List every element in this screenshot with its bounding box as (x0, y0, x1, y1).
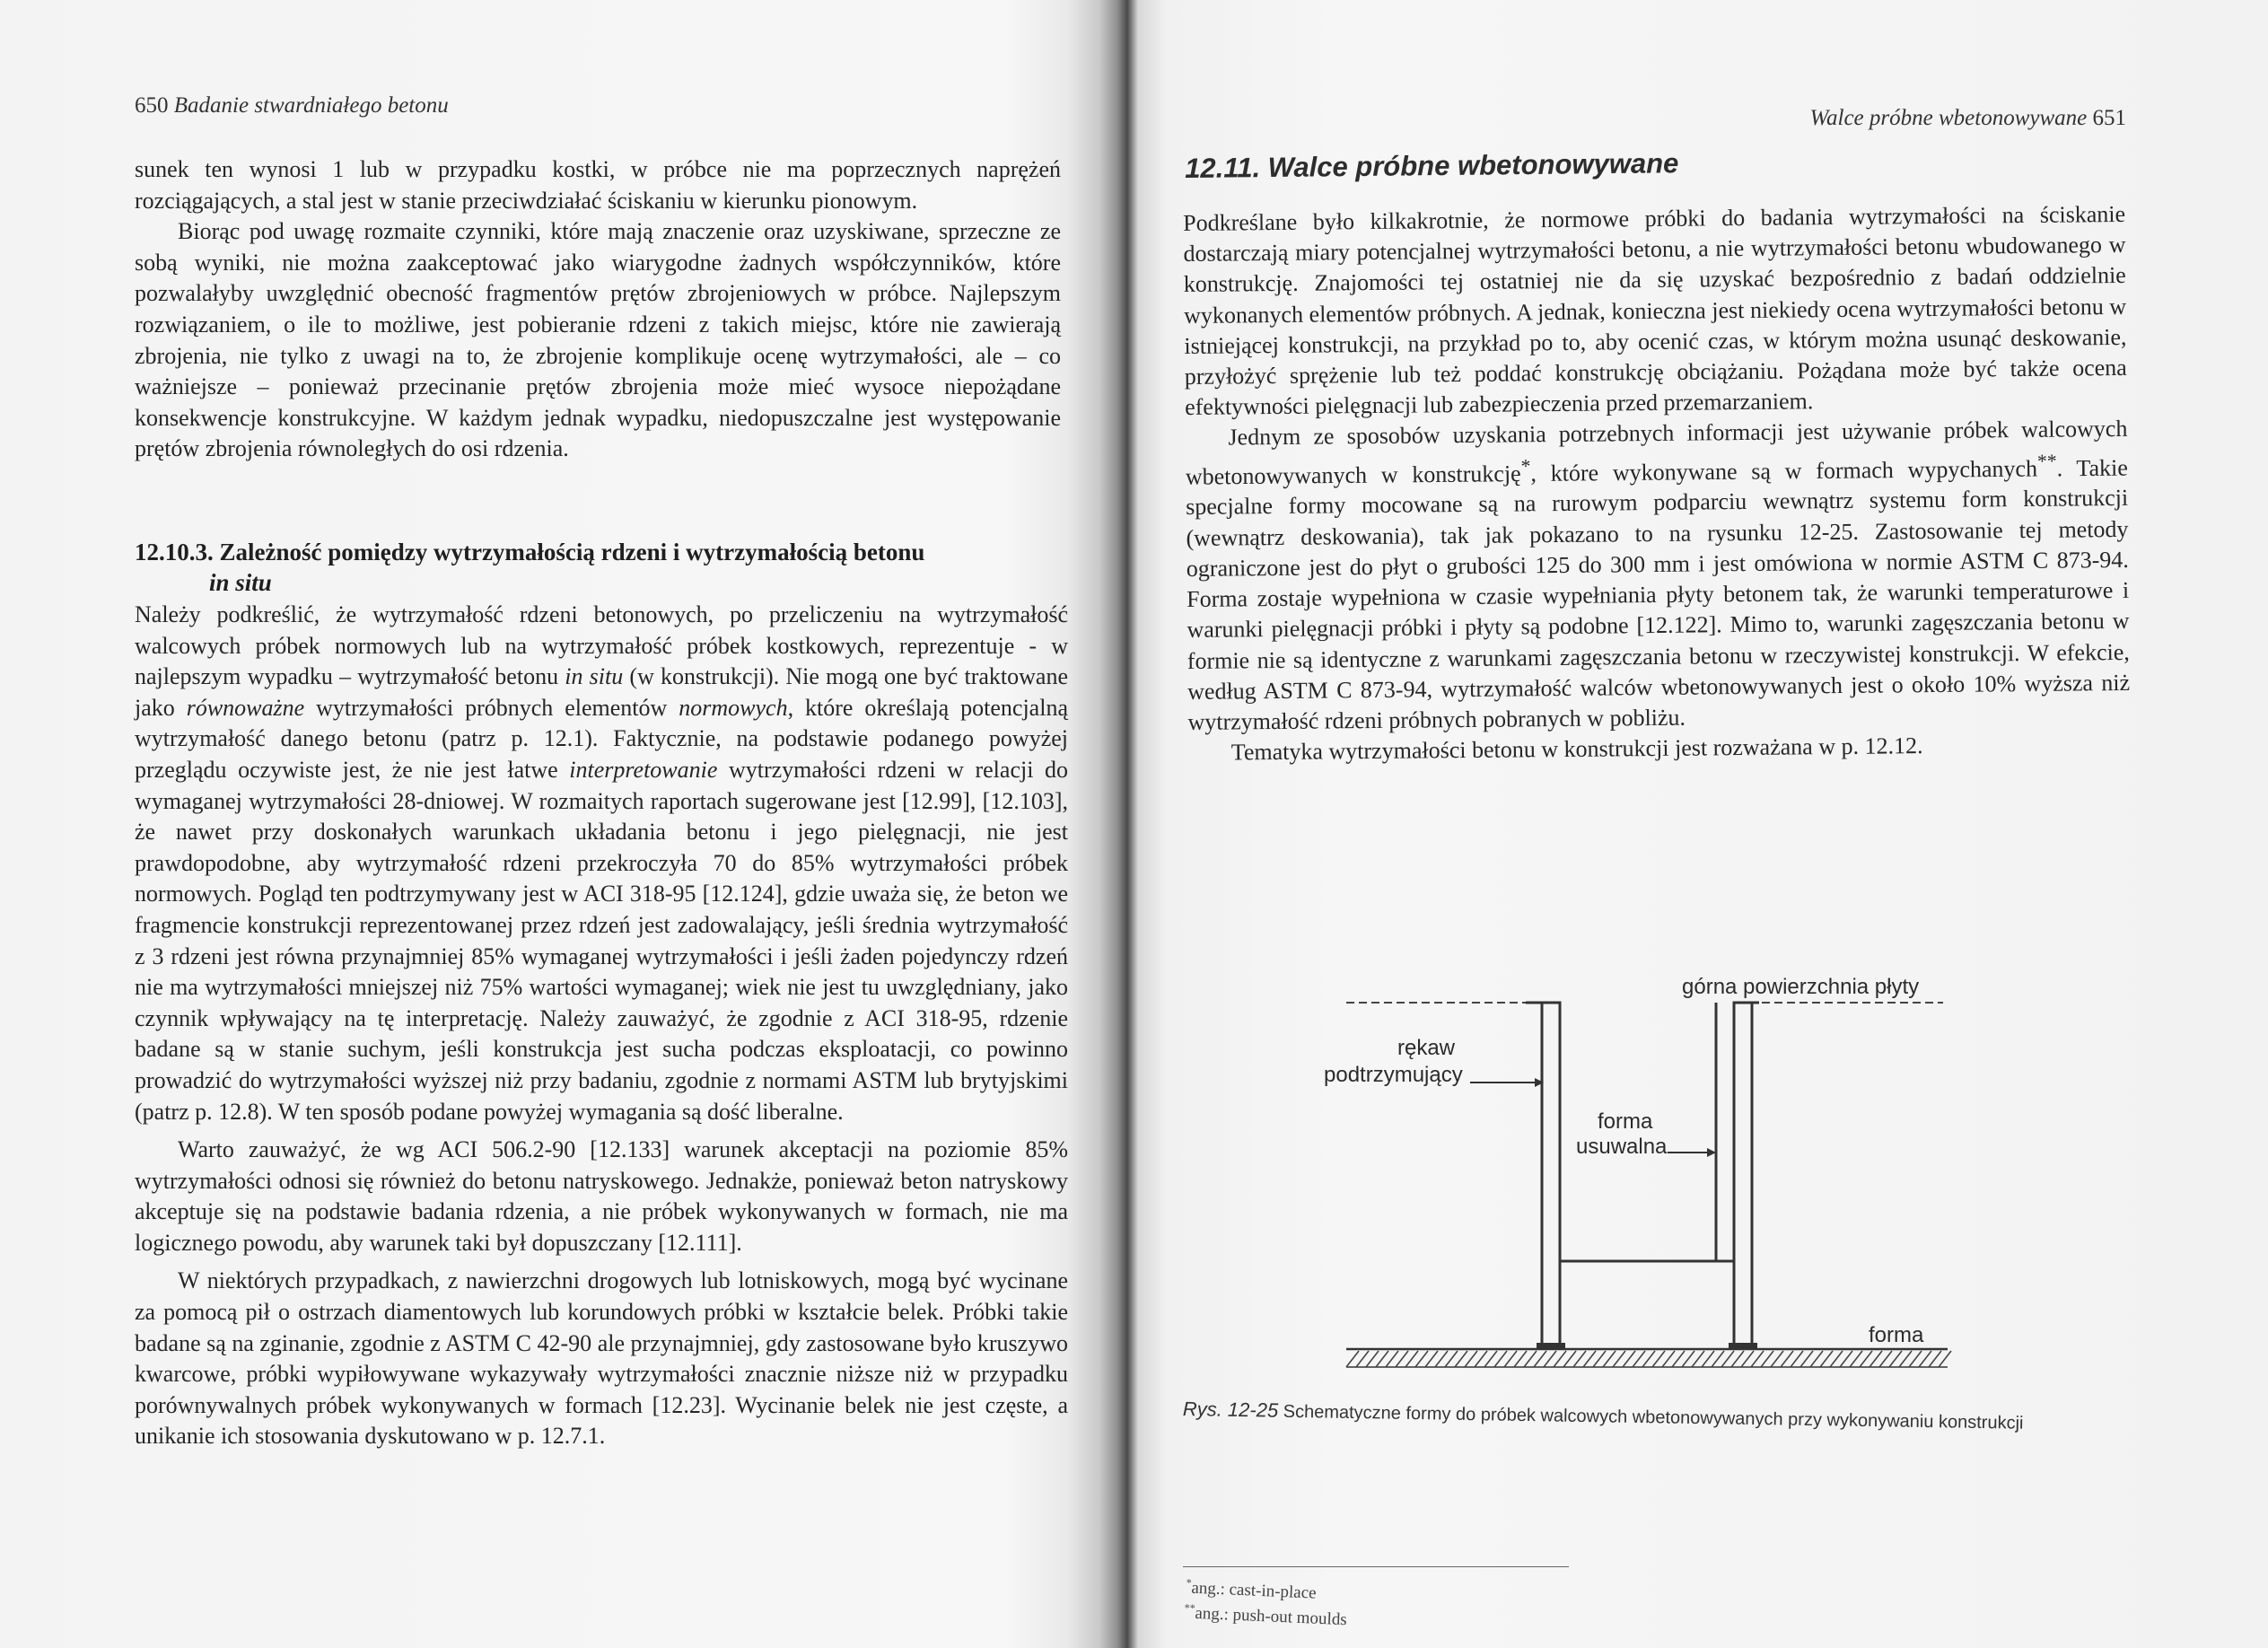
label-sleeve-line2: podtrzymujący (1324, 1063, 1463, 1087)
paragraph (1185, 414, 2130, 738)
hatch-line (1672, 1351, 1685, 1367)
hatch-line (1435, 1351, 1448, 1367)
text-run: . Takie specjalne formy mocowane są na rurowym podparciu wewnątrz systemu form konstrukcji (wewnątrz deskowania), tak jak pokazano to na rysunku 12-25. Zastosowanie tej metody ograniczone jest do płyt o grubości 125 do 300 mm i jest omówiona w normie ASTM C 873-94. Forma zostaje wypełniona w czasie wypełniania płyty betonem tak, że warunki temperaturowe i warunki pielęgnacji próbki i płyty są podobne [12.122]. Mimo to, warunki zagęszczania betonu w formie nie są identyczne z warunkami zagęszczania betonu w rzeczywistej konstrukcji. W efekcie, według ASTM C 873-94, wytrzymałość walców wbetonowywanych jest o około 10% wyższa niż wytrzymałość rdzeni próbnych pobranych w pobliżu. (1186, 454, 2131, 735)
hatch-line (1751, 1351, 1764, 1367)
hatch-line (1366, 1351, 1379, 1367)
chapter-heading: 12.11. Walce próbne wbetonowywane (1185, 147, 1679, 184)
label-top-surface: górna powierzchnia płyty (1682, 975, 1920, 999)
hatch-line (1494, 1351, 1507, 1367)
paragraph: W niektórych przypadkach, z nawierzchni drogowych lub lotniskowych, mogą być wycinane za pomocą pił o ostrzach diamentowych lub korundowych próbki w kształcie belek. Próbki takie badane są na zginanie, zgodnie z ASTM C 42-90 ale przynajmniej, gdy zastosowane było kruszywo kwarcowe, próbki wypiłowywane wykazywały wytrzymałości znacznie niższe niż w przypadku porównywalnych próbek wykonywanych w formach [12.23]. Wycinanie belek nie jest częste, a unikanie ich stosowania dyskutowano w p. 12.7.1. (135, 1267, 1068, 1450)
hatch-line (1623, 1351, 1635, 1367)
hatch-line (1840, 1351, 1852, 1367)
hatch-line (1544, 1351, 1556, 1367)
hatch-line (1731, 1351, 1744, 1367)
footnote-rule (1183, 1566, 1569, 1567)
italic-run: interpretowanie (569, 756, 718, 783)
hatch-line (1415, 1351, 1428, 1367)
caption-prefix: Rys. 12-25 (1182, 1398, 1279, 1422)
right-running-head (1809, 106, 2126, 131)
text-run: Należy podkreślić, że wytrzymałość rdzeni betonowych, po przeliczeniu na wytrzymałość walcowych próbek normowych lub na wytrzymałość próbek kostkowych, reprezentuje - w najlepszym wypadku – wytrzymałość betonu (135, 601, 1068, 690)
text-run: wytrzymałości próbnych elementów (304, 694, 679, 721)
hatch-line (1919, 1351, 1931, 1367)
text-run: Jednym ze sposobów uzyskania potrzebnych informacji jest używanie próbek walcowych wbetonowywanych w konstrukcję (1185, 416, 2128, 490)
hatch-line (1445, 1351, 1458, 1367)
text-run: , które wykonywane są w formach wypychanych (1530, 455, 2038, 487)
italic-run: normowych (679, 694, 788, 721)
hatch-line (1791, 1351, 1803, 1367)
hatch-line (1800, 1351, 1813, 1367)
hatch-line (1850, 1351, 1862, 1367)
hatch-line (1396, 1351, 1408, 1367)
hatch-line (1514, 1351, 1527, 1367)
sleeve-foot-right (1729, 1343, 1757, 1348)
hatch-line (1741, 1351, 1754, 1367)
hatch-line (1652, 1351, 1665, 1367)
hatch-line (1761, 1351, 1773, 1367)
hatch-line (1879, 1351, 1892, 1367)
text-run: (w konstrukcji). Nie mogą one być traktowane jako (135, 663, 1069, 721)
hatch-line (1721, 1351, 1734, 1367)
hatch-line (1376, 1351, 1388, 1367)
hatch-line (1583, 1351, 1596, 1367)
left-running-title: Badanie stwardniałego betonu (173, 93, 449, 118)
hatch-line (1860, 1351, 1872, 1367)
label-sleeve-line1: rękaw (1397, 1036, 1456, 1060)
hatch-line (1593, 1351, 1606, 1367)
hatch-line (1781, 1351, 1793, 1367)
left-running-head (135, 93, 449, 118)
footnote-mark: ** (2036, 450, 2057, 472)
hatch-line (1702, 1351, 1714, 1367)
hatch-line (1870, 1351, 1882, 1367)
text-run: wytrzymałości rdzeni w relacji do wymaganej wytrzymałości 28-dniowej. W rozmaitych raportach sugerowane jest [12.99], [12.103], że nawet przy doskonałych warunkach układania betonu i jego pielęgnacji, nie jest prawdopodobne, aby wytrzymałość rdzeni przekroczyła 70 do 85% wytrzymałości próbek normowych. Pogląd ten podtrzymywany jest w ACI 318-95 [12.124], gdzie uważa się, że beton we fragmencie konstrukcji reprezentowanej przez rdzeń jest zadowalający, jeśli średnia wytrzymałość z 3 rdzeni jest równa przynajmniej 85% wymaganej wytrzymałości i jeśli żaden pojedynczy rdzeń nie ma wytrzymałości mniejszej niż 75% wartości wymaganej; wiek nie jest tu uwzględniany, jako czynnik wpływający na tę interpretację. Należy zauważyć, że zgodnie z ACI 318-95, rdzenie badane są w stanie suchym, jeśli konstrukcja jest sucha podczas eksploatacji, co powinno prowadzić do wytrzymałości wyższej niż przy badaniu, zgodnie z normami ASTM lub brytyjskimi (patrz p. 12.8). W ten sposób podane powyżej wymagania są dość liberalne. (135, 756, 1068, 1125)
hatch-line (1573, 1351, 1586, 1367)
paragraph: Biorąc pod uwagę rozmaite czynniki, które mają znaczenie oraz uzyskiwane, sprzeczne ze sobą wyniki, nie można zaakceptować jako wiarygodne żadnych współczynników, które pozwalałyby uwzględnić obecność fragmentów prętów zbrojeniowych w próbce. Najlepszym rozwiązaniem, o ile to możliwe, jest pobieranie rdzeni z takich miejsc, które nie zawierają zbrojenia, nie tylko z uwagi na to, że zbrojenie komplikuje ocenę wytrzymałości, ale – co ważniejsze – ponieważ przecinanie prętów zbrojenia może mieć wysoce niepożądane konsekwencje konstrukcyjne. W każdym jednak wypadku, niedopuszczalne jest występowanie prętów zbrojenia równoległych do osi rdzenia. (135, 218, 1061, 462)
section-heading (135, 537, 1068, 598)
hatch-line (1633, 1351, 1645, 1367)
hatch-line (1613, 1351, 1625, 1367)
footnote-mark: * (1186, 1576, 1192, 1590)
right-text (1183, 199, 2131, 768)
left-text-top (135, 154, 1061, 465)
hatch-line (1820, 1351, 1833, 1367)
hatch-line (1405, 1351, 1418, 1367)
hatch-line (1889, 1351, 1902, 1367)
hatch-line (1455, 1351, 1467, 1367)
section-number: 12.10.3. (135, 539, 214, 565)
hatch-line (1603, 1351, 1616, 1367)
hatch-line (1939, 1351, 1951, 1367)
label-removable-line2: usuwalna (1576, 1135, 1668, 1159)
hatch-line (1771, 1351, 1783, 1367)
left-page-number: 650 (135, 93, 169, 118)
paragraph: sunek ten wynosi 1 lub w przypadku kostki, w próbce nie ma poprzecznych naprężeń rozciągających, a stal jest w stanie przeciwdziałać ściskaniu w kierunku pionowym. (135, 156, 1061, 214)
formwork-hatch (1346, 1351, 1951, 1367)
hatch-line (1830, 1351, 1843, 1367)
section-title: Zależność pomiędzy wytrzymałością rdzeni i wytrzymałością betonu (219, 539, 925, 565)
hatch-line (1554, 1351, 1566, 1367)
hatch-line (1899, 1351, 1912, 1367)
hatch-line (1692, 1351, 1704, 1367)
hatch-line (1909, 1351, 1922, 1367)
caption-text: Schematyczne formy do próbek walcowych wbetonowywanych przy wykonywaniu konstrukcji (1283, 1401, 2024, 1433)
hatch-line (1534, 1351, 1546, 1367)
hatch-line (1662, 1351, 1675, 1367)
footnote-text: ang.: cast-in-place (1190, 1578, 1318, 1603)
italic-run: in situ (565, 663, 624, 690)
hatch-line (1929, 1351, 1941, 1367)
footnote-mark: ** (1184, 1601, 1195, 1615)
right-page-number: 651 (2092, 106, 2126, 130)
hatch-line (1346, 1351, 1359, 1367)
italic-run: równoważne (186, 694, 305, 721)
hatch-line (1810, 1351, 1823, 1367)
hatch-line (1524, 1351, 1537, 1367)
hatch-line (1563, 1351, 1576, 1367)
label-form: forma (1869, 1323, 1924, 1347)
right-running-title: Walce próbne wbetonowywane (1809, 106, 2088, 130)
sleeve-right (1734, 1003, 1759, 1346)
hatch-line (1712, 1351, 1724, 1367)
sleeve-foot-left (1537, 1343, 1565, 1348)
paragraph: Tematyka wytrzymałości betonu w konstrukcji jest rozważana w p. 12.12. (1230, 732, 1923, 766)
section-subtitle: in situ (209, 569, 272, 596)
figure-12-25 (1319, 965, 1966, 1396)
paragraph (135, 600, 1068, 1127)
hatch-line (1425, 1351, 1438, 1367)
footnote-mark: * (1520, 454, 1531, 478)
hatch-line (1386, 1351, 1398, 1367)
label-removable-line1: forma (1598, 1109, 1653, 1134)
left-page (0, 0, 1113, 1648)
paragraph: Podkreślane było kilkakrotnie, że normowe próbki do badania wytrzymałości na ściskanie dostarczają miary potencjalnej wytrzymałości betonu, a nie wytrzymałości betonu wbudowanego w konstrukcję. Znajomości tej ostatniej nie da się uzyskać bezpośrednio z badań oddzielnie wykonanych elementów próbnych. A jednak, konieczna jest niekiedy ocena wytrzymałości betonu w istniejącej konstrukcji, na przykład po to, aby ocenić czas, w którym można usunąć deskowanie, przyłożyć sprężenie lub też poddać konstrukcję obciążaniu. Pożądana może być także ocena efektywności pielęgnacji lub zabezpieczenia przed przemarzaniem. (1183, 200, 2127, 421)
hatch-line (1465, 1351, 1477, 1367)
hatch-line (1642, 1351, 1655, 1367)
footnote-text: ang.: push-out moulds (1194, 1603, 1348, 1630)
left-text-section (135, 600, 1068, 1452)
hatch-line (1682, 1351, 1694, 1367)
hatch-line (1356, 1351, 1369, 1367)
text-run: , które określają potencjalną wytrzymałość danego betonu (patrz p. 12.1). Faktycznie, na podstawie podanego powyżej przeglądu oczywiste jest, że nie jest łatwe (135, 694, 1068, 783)
hatch-line (1484, 1351, 1497, 1367)
paragraph: Warto zauważyć, że wg ACI 506.2-90 [12.133] warunek akceptacji na poziomie 85% wytrzymałości odnosi się również do betonu natryskowego. Jednakże, ponieważ beton natryskowy akceptuje się na podstawie badania rdzenia, a nie próbek wykonywanych w formach, nie ma logicznego powodu, aby warunek taki był dopuszczany [12.111]. (135, 1136, 1068, 1256)
hatch-line (1475, 1351, 1487, 1367)
sleeve-outer-right (1734, 1003, 1752, 1346)
hatch-line (1504, 1351, 1517, 1367)
